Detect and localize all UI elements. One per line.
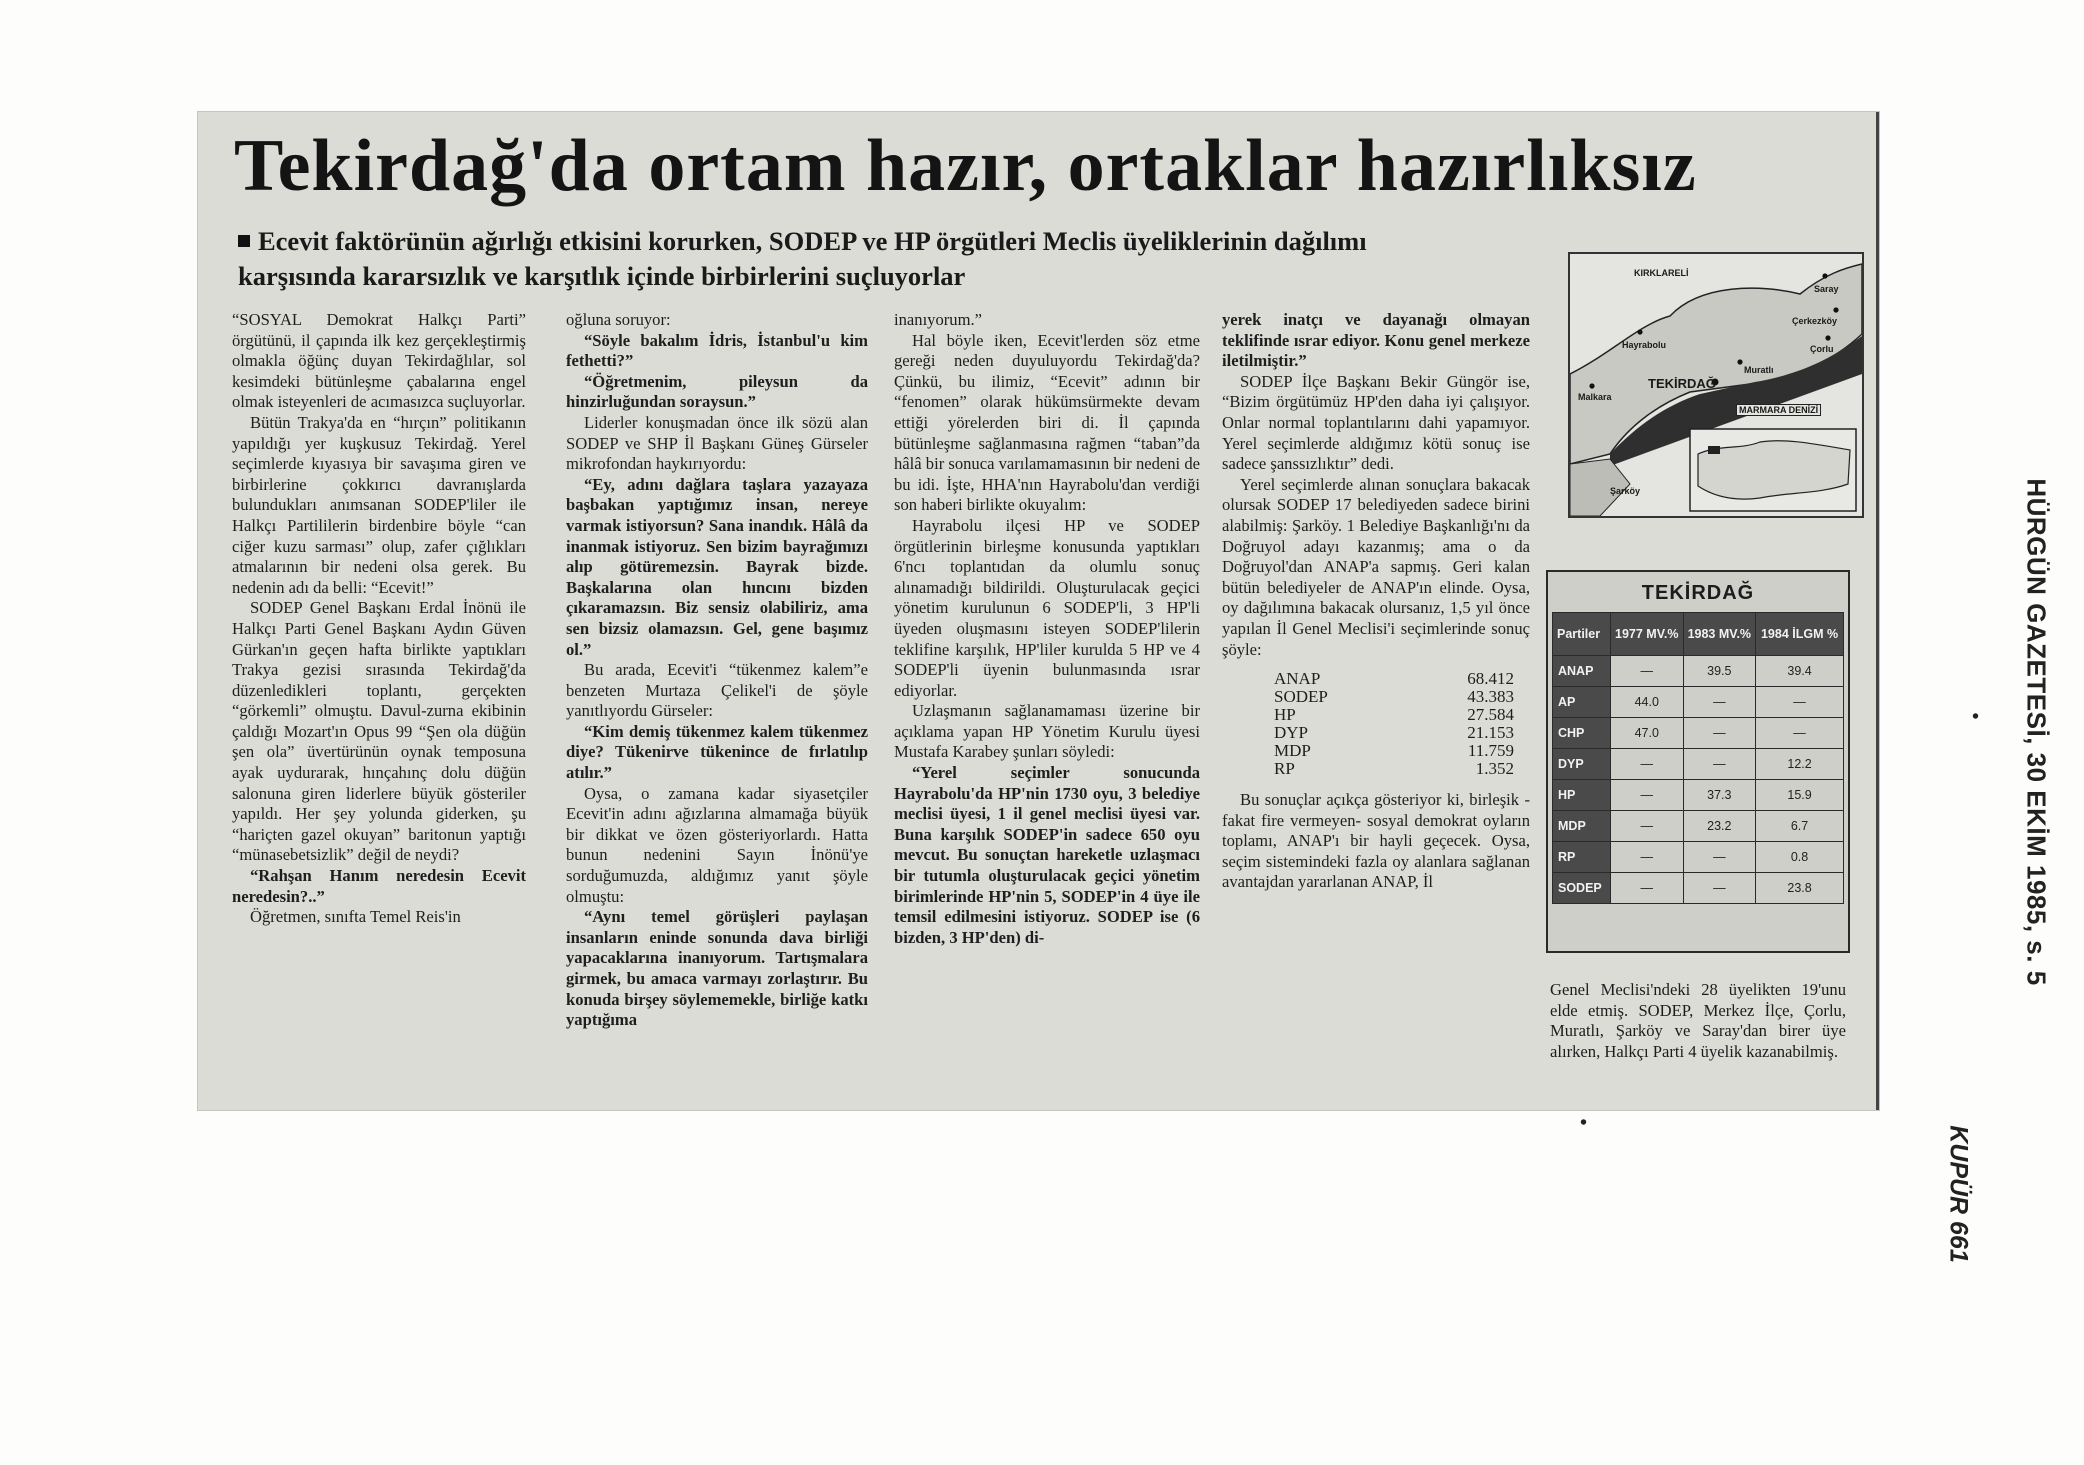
- map-label-marmara: MARMARA DENİZİ: [1736, 404, 1821, 416]
- paragraph: Oysa, o zamana kadar siyasetçiler Ecevit'in adını ağızlarına almamağa büyük bir dikkat ve özen gösteriyorlardı. Hatta bunun nedenini Sayın İnönü'ye sorduğumuzda, aldığımız yanıt şöyle olmuştu:: [566, 783, 868, 906]
- table-cell: —: [1611, 656, 1684, 687]
- table-cell: 23.8: [1756, 873, 1844, 904]
- table-cell: —: [1756, 718, 1844, 749]
- table-header: 1984 İLGM %: [1756, 613, 1844, 656]
- result-party: RP: [1274, 759, 1295, 779]
- article-column-1: [232, 310, 526, 928]
- result-party: ANAP: [1274, 669, 1321, 689]
- table-cell: —: [1611, 780, 1684, 811]
- result-row: [1274, 706, 1514, 724]
- table-cell: MDP: [1553, 811, 1611, 842]
- result-votes: 11.759: [1467, 741, 1514, 761]
- paragraph: Bu arada, Ecevit'i “tükenmez kalem”e benzeten Murtaza Çelikel'i de şöyle yanıtlıyordu Gürseler:: [566, 660, 868, 721]
- result-row: [1274, 670, 1514, 688]
- result-row: [1274, 742, 1514, 760]
- square-bullet-icon: [238, 235, 250, 247]
- paragraph: inanıyorum.”: [894, 310, 983, 329]
- table-cell: —: [1756, 687, 1844, 718]
- map-label-cerkezkoy: Çerkezköy: [1792, 316, 1838, 326]
- map-label-saray: Saray: [1814, 284, 1839, 294]
- paragraph: “Yerel seçimler sonucunda Hayrabolu'da HP'nin 1730 oyu, 3 belediye meclisi üyesi, 1 il genel meclisi üyesi var. Buna karşılık SODEP'in sadece 650 oyu mevcut. Bu sonuçtan hareketle uzlaşmacı bir tutumla oluşturulacak geçici yönetim birimlerinde HP'nin 5, SODEP'in 4 üye ile temsil edilmesini istiyoruz. SODEP ise (6 bizden, 3 HP'den) di-: [894, 763, 1200, 947]
- table-cell: 37.3: [1683, 780, 1756, 811]
- paragraph: Yerel seçimlerde alınan sonuçlara bakacak olursak SODEP 17 belediyeden sadece birini alabilmiş: Şarköy. 1 Belediye Başkanlığı'nı da Doğruyol adayı kazanmış; ama o da Doğruyol'dan ANAP'a sapmış. Geri kalan bütün belediyeler de ANAP'ın elinde. Oysa, oy dağılımına bakacak olursanız, 1,5 yıl önce yapılan İl Genel Meclisi'i seçimlerinde sonuç şöyle:: [1222, 474, 1530, 659]
- table-cell: —: [1683, 749, 1756, 780]
- result-votes: 1.352: [1475, 759, 1514, 779]
- result-votes: 43.383: [1467, 687, 1514, 707]
- table-cell: 12.2: [1756, 749, 1844, 780]
- result-row: [1274, 724, 1514, 742]
- table-header: 1977 MV.%: [1611, 613, 1684, 656]
- table-cell: HP: [1553, 780, 1611, 811]
- scan-mark-icon: •: [1580, 1112, 1588, 1134]
- paragraph: “SOSYAL Demokrat Halkçı Parti” örgütünü, il çapında ilk kez gerçekleştirmiş olmakla öğünç duyan Tekirdağlılar, sol kesimdeki bütünleşme çabalarına engel olmak isteyenleri de acımasızca suçluyorlar.: [232, 310, 526, 412]
- source-text: HÜRGÜN GAZETESİ, 30 EKİM 1985, s. 5: [2021, 478, 2052, 986]
- paragraph: SODEP İlçe Başkanı Bekir Güngör ise, “Bizim örgütümüz HP'den daha iyi çalışıyor. Onlar normal toplantılarını dahi yapamıyor. Yerel seçimlerde aldığımız kötü sonuç ise sadece şanssızlıktır” dedi.: [1222, 371, 1530, 474]
- table-header: 1983 MV.%: [1683, 613, 1756, 656]
- paragraph: “Söyle bakalım İdris, İstanbul'u kim fethetti?”: [566, 330, 868, 371]
- table-cell: —: [1683, 718, 1756, 749]
- party-percentages-table: [1552, 612, 1844, 904]
- paragraph: Liderler konuşmadan önce ilk sözü alan SODEP ve SHP İl Başkanı Güneş Gürseler mikrofondan haykırıyordu:: [566, 412, 868, 474]
- table-cell: —: [1611, 873, 1684, 904]
- table-cell: —: [1683, 873, 1756, 904]
- paragraph: Uzlaşmanın sağlanamaması üzerine bir açıklama yapan HP Yönetim Kurulu üyesi Mustafa Karabey şunları söyledi:: [894, 701, 1200, 762]
- map-label-tekirdag: TEKİRDAĞ: [1648, 376, 1716, 391]
- article-column-2: [566, 310, 868, 1031]
- table-cell: 6.7: [1756, 811, 1844, 842]
- article-column-5: [1550, 980, 1846, 1062]
- table-cell: —: [1611, 811, 1684, 842]
- clip-number: [1944, 1125, 1973, 1263]
- paragraph: Hal böyle iken, Ecevit'lerden söz etme gereği neden duyuluyordu Tekirdağ'da? Çünkü, bu ilimiz, “Ecevit” adının bir “fenomen” olarak hükümsürmekte devam ettiği yörelerden biri di. İl çapında bütünleşme sağlanmasına rağmen “taban”da hâlâ bir sonuca varılamamasının bir nedeni de bu idi. İşte, HHA'nın Hayrabolu'dan verdiği son haberi birlikte okuyalım:: [894, 330, 1200, 515]
- tekirdag-map: [1568, 252, 1864, 518]
- table-title: TEKİRDAĞ: [1641, 582, 1755, 604]
- clip-number-text: KUPÜR 661: [1944, 1125, 1973, 1263]
- map-label-malkara: Malkara: [1578, 392, 1612, 402]
- article-column-4: [1222, 310, 1530, 893]
- table-cell: CHP: [1553, 718, 1611, 749]
- subheadline: [238, 224, 1458, 294]
- headline: Tekirdağ'da ortam hazır, ortaklar hazırlıksız: [234, 125, 1697, 207]
- source-citation: [2021, 478, 2052, 986]
- map-label-kirklareli: KIRKLARELİ: [1634, 268, 1689, 278]
- election-table: [1546, 570, 1850, 953]
- table-cell: DYP: [1553, 749, 1611, 780]
- table-cell: —: [1683, 842, 1756, 873]
- table-cell: 15.9: [1756, 780, 1844, 811]
- result-votes: 27.584: [1467, 705, 1514, 725]
- paragraph: “Ey, adını dağlara taşlara yazayaza başbakan yaptığımız insan, nereye varmak istiyorsun? Sana inandık. Hâlâ da inanmak istiyoruz. Sen bizim bayrağımızı alıp götüremezsin. Bayrak bizde. Başkalarına olan hıncını bizden çıkaramazsın. Biz sensiz olabiliriz, ama sen bizsiz olamazsın. Gel, gene başımız ol.”: [566, 474, 868, 659]
- paragraph: Bütün Trakya'da en “hırçın” politikanın yapıldığı yer kuşkusuz Tekirdağ. Yerel seçimlerde kıyasıya bir savaşıma giren ve birbirlerine çokkırıcı davranışlarda bulundukları anımsanan SODEP'liler ile Halkçı Partililerin birdenbire böyle “can ciğer kuzu sarması” olup, zafer çığlıkları atmalarının bir nedeni olsa gerek. Bu nedenin adı da belli: “Ecevit!”: [232, 412, 526, 597]
- map-label-hayrabolu: Hayrabolu: [1622, 340, 1667, 350]
- table-cell: —: [1611, 842, 1684, 873]
- result-row: [1274, 760, 1514, 778]
- paragraph: “Rahşan Hanım neredesin Ecevit neredesin?..”: [232, 866, 526, 906]
- table-cell: 47.0: [1611, 718, 1684, 749]
- table-row: [1553, 749, 1844, 780]
- map-label-muratli: Muratlı: [1744, 365, 1774, 375]
- inset-highlight: [1708, 446, 1720, 454]
- paragraph: SODEP Genel Başkanı Erdal İnönü ile Halkçı Parti Genel Başkanı Aydın Güven Gürkan'ın geçen hafta birlikte yaptıkları Trakya gezisi sırasında Tekirdağ'da düzenledikleri toplantı, gerçekten “görkemli” olmuştu. Davul-zurna ekibinin çaldığı Mozart'ın Opus 99 “Şen ola düğün şen ola” üvertürünün oynak temposuna ayak uydurarak, hınçahınç dolu düğün salonuna giren liderlere büyük gösteriler yapıldı. Her şey yolunda giderken, şu “hariçten gazel okuyan” baritonun yaptığı “münasebetsizlik” değil de neydi?: [232, 598, 526, 865]
- subheadline-text: Ecevit faktörünün ağırlığı etkisini korurken, SODEP ve HP örgütleri Meclis üyeliklerinin dağılımı karşısında kararsızlık ve karşıtlık içinde birbirlerini suçluyorlar: [238, 226, 1367, 291]
- paragraph: yerek inatçı ve dayanağı olmayan teklifinde ısrar ediyor. Konu genel merkeze iletilmiştir.”: [1222, 310, 1530, 371]
- table-row: [1553, 718, 1844, 749]
- paragraph: “Aynı temel görüşleri paylaşan insanların eninde sonunda dava birliği yapacaklarına inanıyorum. Tartışmalara girmek, bu amaca varmayı zorlaştırır. Bu konuda birşey söylememekle, birliğe katkı yaptığıma: [566, 907, 868, 1030]
- result-votes: 21.153: [1467, 723, 1514, 743]
- paragraph: “Öğretmenim, pileysun da hinzirluğundan soraysun.”: [566, 371, 868, 412]
- paragraph: “Kim demiş tükenmez kalem tükenmez diye? Tükenirve tükenince de fırlatılıp atılır.”: [566, 721, 868, 783]
- table-row: [1553, 811, 1844, 842]
- table-header-row: [1553, 613, 1844, 656]
- table-row: [1553, 780, 1844, 811]
- table-cell: 23.2: [1683, 811, 1756, 842]
- paragraph: Hayrabolu ilçesi HP ve SODEP örgütlerinin birleşme konusunda yaptıkları 6'ncı toplantıdan da olumlu sonuç alınamadığı bildirildi. Oluşturulacak geçici yönetim kurulunun 6 SODEP'li, 3 HP'li üyeden oluşmasını isteyen SODEP'lilerin teklifine karşılık, HP'liler kurulda 5 HP ve 4 SODEP'li üyenin bulunmasında ısrar ediyorlar.: [894, 515, 1200, 700]
- result-party: SODEP: [1274, 687, 1328, 707]
- table-cell: 39.5: [1683, 656, 1756, 687]
- article-column-3: [894, 310, 1200, 948]
- table-cell: —: [1683, 687, 1756, 718]
- paragraph: Bu sonuçlar açıkça gösteriyor ki, birleşik -fakat fire vermeyen- sosyal demokrat oyların toplamı, ANAP'ı bir hayli geçecek. Oysa, seçim sistemindeki fazla oy alanlara sağlanan avantajdan yararlanan ANAP, İl: [1222, 790, 1530, 892]
- result-votes: 68.412: [1467, 669, 1514, 689]
- table-cell: AP: [1553, 687, 1611, 718]
- table-cell: SODEP: [1553, 873, 1611, 904]
- result-party: DYP: [1274, 723, 1309, 743]
- table-cell: ANAP: [1553, 656, 1611, 687]
- table-cell: 39.4: [1756, 656, 1844, 687]
- newspaper-clipping: [198, 112, 1879, 1110]
- map-label-sarkoy: Şarköy: [1610, 486, 1641, 496]
- map-label-corlu: Çorlu: [1810, 344, 1834, 354]
- paragraph: oğluna soruyor:: [566, 310, 671, 329]
- table-row: [1553, 656, 1844, 687]
- table-header: Partiler: [1553, 613, 1611, 656]
- table-row: [1553, 873, 1844, 904]
- table-cell: —: [1611, 749, 1684, 780]
- table-cell: RP: [1553, 842, 1611, 873]
- table-row: [1553, 842, 1844, 873]
- result-row: [1274, 688, 1514, 706]
- paragraph: Öğretmen, sınıfta Temel Reis'in: [250, 907, 461, 927]
- paragraph: Genel Meclisi'ndeki 28 üyelikten 19'unu elde etmiş. SODEP, Merkez İlçe, Çorlu, Muratlı, Şarköy ve Saray'dan birer üye alırken, Halkçı Parti 4 üyelik kazanabilmiş.: [1550, 980, 1846, 1061]
- scan-mark-icon: •: [1972, 706, 1980, 728]
- table-row: [1553, 687, 1844, 718]
- vote-results-list: [1274, 670, 1514, 778]
- result-party: HP: [1274, 705, 1296, 725]
- result-party: MDP: [1274, 741, 1311, 761]
- table-cell: 0.8: [1756, 842, 1844, 873]
- table-cell: 44.0: [1611, 687, 1684, 718]
